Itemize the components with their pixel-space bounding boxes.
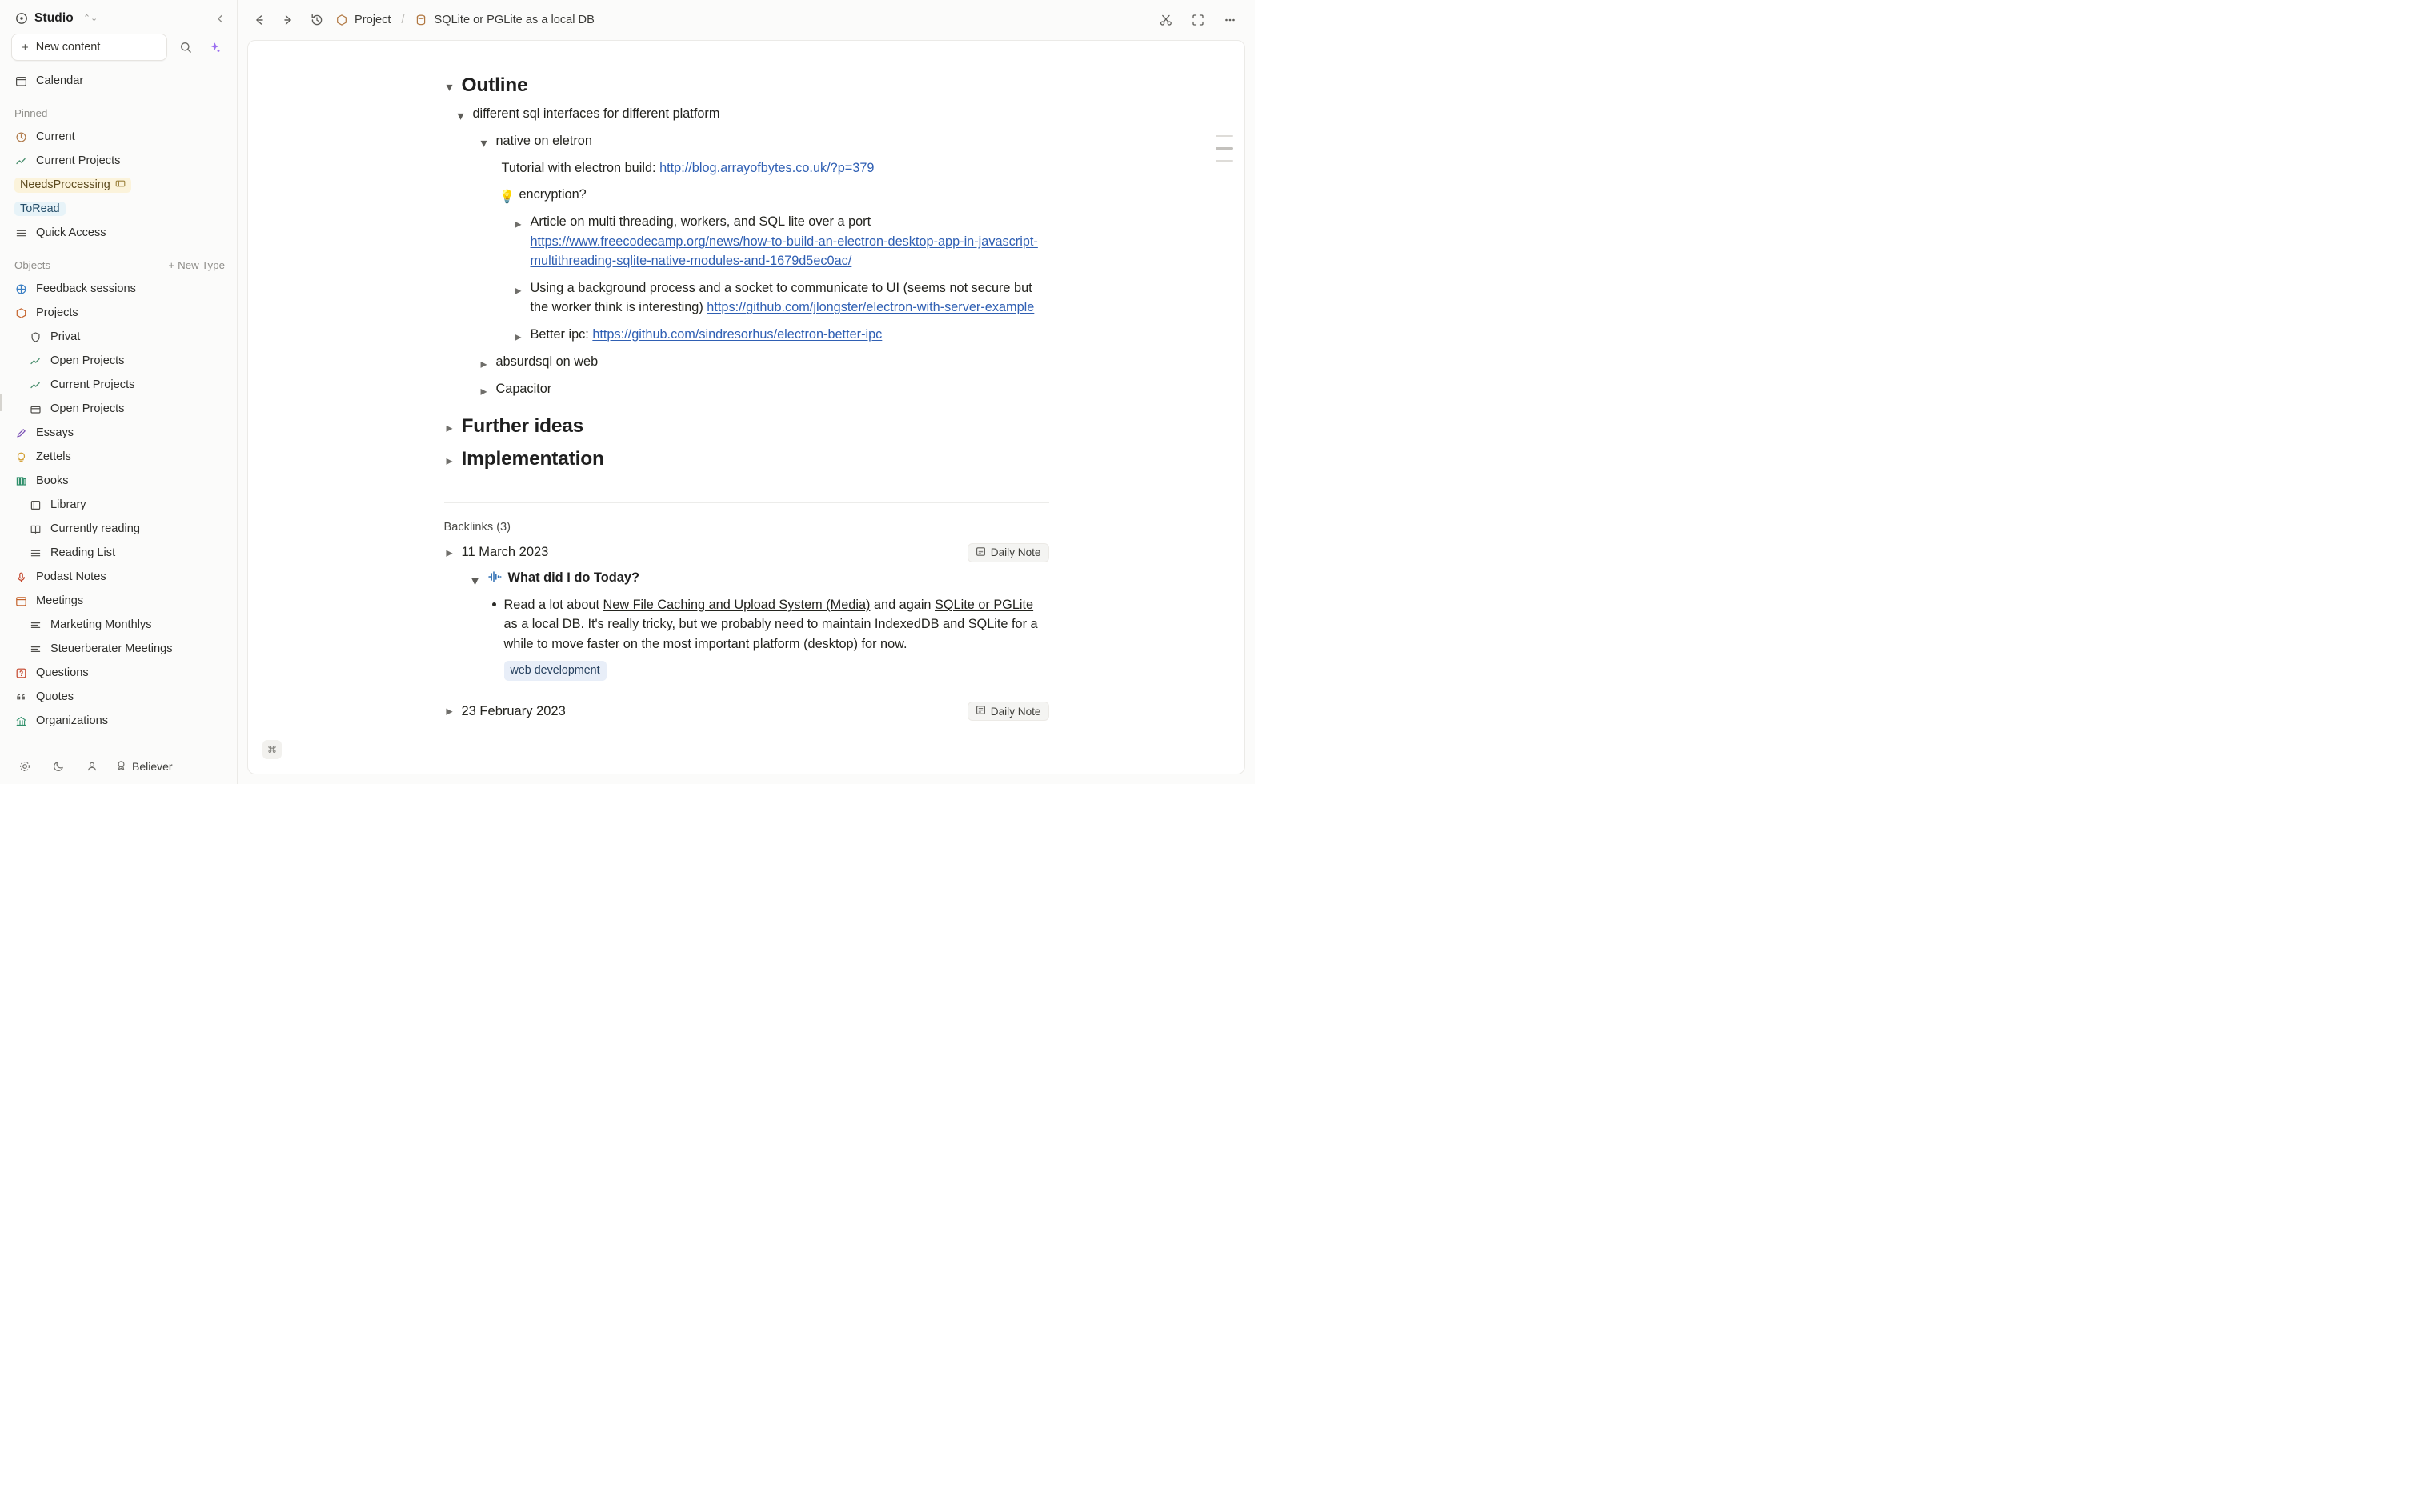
node-label: native on eletron [495, 134, 592, 148]
bullet-icon [492, 602, 496, 606]
app-logo-icon [14, 12, 28, 26]
backlink-link-1[interactable]: New File Caching and Upload System (Media) [603, 597, 871, 612]
scissors-icon[interactable] [1156, 10, 1176, 30]
sidebar-item-marketing-monthlys[interactable] [0, 613, 238, 637]
document-body [444, 74, 1049, 470]
encryption-text: encryption? [519, 187, 587, 202]
sidebar-item-books[interactable] [0, 469, 238, 493]
document-content [248, 41, 1244, 774]
sidebar-divider [237, 0, 238, 784]
node-sql-interfaces[interactable] [455, 104, 1049, 124]
sidebar-item-label: Library [50, 498, 86, 511]
sidebar-item-current[interactable] [0, 125, 238, 149]
chevron-down-icon[interactable]: ▾ [446, 81, 453, 94]
sidebar-item-library[interactable] [0, 493, 238, 517]
app-root [0, 0, 1255, 784]
backlink-date: 23 February 2023 [461, 703, 566, 718]
sidebar-item-feedback-sessions[interactable] [0, 277, 238, 301]
node-label [531, 278, 1049, 318]
pinned-label: Pinned [14, 106, 48, 119]
arrow-left-icon[interactable] [249, 10, 270, 30]
scroll-minimap[interactable] [1216, 135, 1233, 172]
box-icon [14, 306, 28, 320]
sidebar-item-label: Podast Notes [36, 570, 106, 583]
sidebar-item-steuerberater-meetings[interactable] [0, 637, 238, 661]
command-palette-badge[interactable]: ⌘ [262, 740, 282, 759]
breadcrumb-separator: / [401, 14, 405, 26]
sidebar-item-label: Quotes [36, 690, 74, 703]
clock-icon [14, 130, 28, 144]
sidebar-item-label: Privat [50, 330, 81, 343]
sidebar-item-label: Marketing Monthlys [50, 618, 152, 631]
sidebar-item-label: Reading List [50, 546, 116, 559]
quote-icon [14, 690, 28, 704]
sidebar-item-label: Meetings [36, 594, 84, 607]
sidebar-header [0, 0, 238, 30]
sidebar-item-currently-reading[interactable] [0, 517, 238, 541]
backlink-subheading: What did I do Today? [507, 570, 639, 585]
more-icon[interactable] [1220, 10, 1240, 30]
trend-icon [14, 154, 28, 168]
backlinks-title: Backlinks (3) [443, 520, 511, 534]
main-area [238, 0, 1255, 784]
document-page [247, 40, 1245, 774]
cube-icon [335, 14, 348, 26]
topbar [238, 0, 1255, 40]
scroll-mark [1216, 160, 1233, 162]
daily-note-label: Daily Note [990, 546, 1041, 559]
sidebar-item-projects[interactable] [0, 301, 238, 325]
sidebar-item-reading-list[interactable] [0, 541, 238, 565]
sidebar-item-label: Questions [36, 666, 89, 679]
chevron-right-icon[interactable]: ▸ [515, 330, 522, 344]
breadcrumb-current-label: SQLite or PGLite as a local DB [434, 14, 595, 26]
tag-icon [115, 178, 126, 192]
sidebar-item-open-projects[interactable] [0, 349, 238, 373]
note-icon [976, 705, 986, 718]
badge-icon [115, 759, 127, 774]
backlink-paragraph [504, 595, 1049, 682]
backlink-subheading-row[interactable] [444, 570, 1049, 589]
encryption-callout [499, 185, 1049, 205]
sidebar [0, 0, 238, 784]
mic-icon [14, 570, 28, 584]
background-label: Using a background process and a socket to communicate to UI (seems not secure but the worker think is interesting) [530, 280, 1032, 315]
topbar-actions [1156, 10, 1240, 30]
objects-label: Objects [14, 258, 51, 271]
sidebar-item-label: Currently reading [50, 522, 140, 535]
background-link[interactable]: https://github.com/jlongster/electron-with-server-example [707, 300, 1035, 315]
chevron-right-icon[interactable]: ▸ [446, 704, 453, 719]
further-ideas-heading: Further ideas [461, 414, 584, 437]
sidebar-item-label: Open Projects [50, 354, 125, 367]
daily-note-badge[interactable] [968, 702, 1049, 721]
membership-label: Believer [132, 759, 173, 773]
sidebar-item-label: Organizations [36, 714, 109, 727]
node-background-process[interactable] [513, 278, 1049, 318]
chevron-right-icon[interactable]: ▸ [480, 384, 487, 398]
tag-chip-toread [14, 202, 66, 216]
tutorial-link[interactable]: http://blog.arrayofbytes.co.uk/?p=379 [659, 161, 875, 175]
sidebar-item-open-projects-2[interactable] [0, 397, 238, 421]
better-ipc-link[interactable]: https://github.com/sindresorhus/electron-better-ipc [592, 326, 883, 342]
arrow-right-icon[interactable] [278, 10, 298, 30]
node-article-multithreading[interactable] [513, 212, 1049, 270]
target-icon [14, 282, 28, 296]
trend-icon [29, 378, 42, 392]
implementation-heading-row[interactable] [444, 448, 1049, 470]
tag-chip-needsprocessing [14, 178, 131, 193]
new-content-button[interactable] [11, 34, 167, 61]
node-label [531, 212, 1049, 270]
new-content-label: New content [35, 41, 101, 54]
trend-icon [29, 354, 42, 368]
further-ideas-heading-row[interactable] [444, 415, 1049, 438]
backlink-row[interactable] [444, 543, 1049, 562]
body-pre: Read a lot about [503, 597, 603, 612]
node-label: Capacitor [495, 381, 552, 396]
ai-sparkle-icon[interactable] [204, 37, 225, 58]
archive-icon [29, 402, 42, 416]
scroll-mark [1216, 135, 1233, 137]
sidebar-item-quotes[interactable] [0, 685, 238, 709]
app-title: Studio [34, 11, 74, 25]
node-label [531, 325, 883, 344]
calendar-icon [14, 74, 28, 88]
chevron-down-icon[interactable]: ▾ [480, 137, 487, 150]
person-icon[interactable] [82, 756, 102, 777]
sidebar-item-needsprocessing[interactable] [0, 173, 238, 197]
chevron-right-icon[interactable]: ▸ [515, 218, 522, 232]
sidebar-item-label: Open Projects [50, 402, 125, 415]
chevron-right-icon[interactable]: ▸ [480, 357, 487, 371]
chevron-down-icon[interactable]: ▾ [471, 573, 479, 588]
history-icon[interactable] [307, 10, 327, 30]
backlink-date: 11 March 2023 [461, 545, 549, 560]
sidebar-item-label: Feedback sessions [36, 282, 136, 295]
sidebar-item-label: Projects [36, 306, 78, 319]
chevron-right-icon[interactable]: ▸ [446, 545, 453, 560]
tutorial-text [502, 158, 875, 178]
tutorial-label: Tutorial with electron build: [501, 161, 660, 175]
db-icon [415, 14, 427, 26]
sidebar-item-label: Quick Access [36, 226, 106, 239]
sidebar-item-label: Zettels [36, 450, 71, 463]
plus-icon: + [22, 40, 29, 54]
question-icon [14, 666, 28, 680]
sidebar-item-label: Steuerberater Meetings [50, 642, 173, 655]
chevron-right-icon[interactable]: ▸ [446, 454, 453, 468]
workspace-switcher-icon[interactable]: ⌃⌄ [82, 13, 98, 23]
node-label: absurdsql on web [495, 354, 599, 369]
sidebar-item-toread[interactable] [0, 197, 238, 221]
sidebar-item-current-projects[interactable] [0, 149, 238, 173]
sidebar-item-label: Current Projects [50, 378, 135, 391]
sidebar-item-meetings[interactable] [0, 589, 238, 613]
focus-icon[interactable] [1188, 10, 1208, 30]
shield-icon [29, 330, 42, 344]
daily-note-badge[interactable] [968, 543, 1049, 562]
moon-icon[interactable] [48, 756, 69, 777]
chevron-right-icon[interactable]: ▸ [515, 283, 522, 298]
backlink-link-2[interactable]: SQLite or PGLite as a local DB [503, 597, 1034, 632]
collapse-sidebar-icon[interactable] [213, 12, 226, 26]
bank-icon [14, 714, 28, 728]
breadcrumb-current[interactable] [415, 14, 594, 26]
node-absurdsql[interactable] [479, 352, 1049, 372]
sidebar-item-label: Calendar [36, 74, 84, 87]
better-ipc-label: Better ipc: [530, 326, 593, 342]
sidebar-scroll [0, 69, 238, 747]
article-label: Article on multi threading, workers, and SQL lite over a port [530, 214, 871, 230]
sidebar-item-questions[interactable] [0, 661, 238, 685]
lines-icon [29, 618, 42, 632]
sidebar-item-podast-notes[interactable] [0, 565, 238, 589]
section-divider [444, 502, 1049, 503]
bulb-icon [14, 450, 28, 464]
new-type-button[interactable] [168, 259, 225, 271]
calendar-icon [14, 594, 28, 608]
sidebar-item-essays[interactable] [0, 421, 238, 445]
sidebar-item-current-projects-2[interactable] [0, 373, 238, 397]
note-icon [976, 546, 986, 559]
sidebar-item-privat[interactable] [0, 325, 238, 349]
daily-note-label: Daily Note [990, 705, 1041, 718]
list-icon [29, 546, 42, 560]
sidebar-item-label: NeedsProcessing [20, 178, 110, 191]
pen-icon [14, 426, 28, 440]
search-icon[interactable] [175, 37, 196, 58]
sidebar-item-quick-access[interactable] [0, 221, 238, 245]
backlink-body [444, 595, 1049, 682]
sidebar-footer [0, 747, 238, 784]
sidebar-item-label: Current [36, 130, 75, 143]
new-type-label: New Type [178, 258, 225, 271]
breadcrumb-parent-label: Project [355, 14, 391, 26]
node-better-ipc[interactable] [513, 325, 1049, 345]
bulb-icon: 💡 [499, 190, 515, 205]
wave-icon [487, 570, 502, 583]
sidebar-item-zettels[interactable] [0, 445, 238, 469]
breadcrumb-parent[interactable] [335, 14, 391, 26]
chevron-down-icon[interactable]: ▾ [457, 110, 464, 123]
lines-icon [29, 642, 42, 656]
membership-badge[interactable] [115, 759, 173, 774]
sidebar-item-label: Books [36, 474, 69, 487]
plus-icon: + [168, 258, 175, 271]
scroll-mark-active [1216, 147, 1233, 150]
sidebar-item-organizations[interactable] [0, 709, 238, 733]
tutorial-line [502, 158, 1049, 178]
outline-heading: Outline [461, 74, 528, 96]
sidebar-active-indicator [0, 394, 2, 411]
node-label: different sql interfaces for different platform [472, 106, 720, 121]
sidebar-item-calendar[interactable] [0, 69, 238, 93]
outline-heading-row[interactable] [444, 74, 1049, 97]
sidebar-item-label: ToRead [20, 202, 60, 215]
sidebar-item-label: Essays [36, 426, 74, 439]
node-capacitor[interactable] [479, 379, 1049, 399]
implementation-heading: Implementation [461, 447, 604, 470]
body-post: . It's really tricky, but we probably need to maintain IndexedDB and SQLite for a while to move faster on the most important platform (desktop) for now. [503, 617, 1038, 651]
gear-icon[interactable] [14, 756, 35, 777]
body-mid: and again [870, 597, 936, 612]
tag-web-development[interactable]: web development [504, 661, 607, 681]
chevron-right-icon[interactable]: ▸ [446, 421, 453, 435]
list-icon [14, 226, 28, 240]
sidebar-section-pinned [0, 101, 238, 125]
sidebar-actions [0, 30, 238, 69]
library-icon [29, 498, 42, 512]
article-link[interactable]: https://www.freecodecamp.org/news/how-to-build-an-electron-desktop-app-in-javascript-multithreading-sqlite-native-modules-and-1679d5ec0ac/ [530, 234, 1038, 269]
sidebar-section-objects [0, 253, 238, 277]
book-open-icon [29, 522, 42, 536]
sidebar-item-label: Current Projects [36, 154, 121, 167]
backlink-row[interactable] [444, 702, 1049, 721]
node-native-electron[interactable] [479, 131, 1049, 151]
books-icon [14, 474, 28, 488]
